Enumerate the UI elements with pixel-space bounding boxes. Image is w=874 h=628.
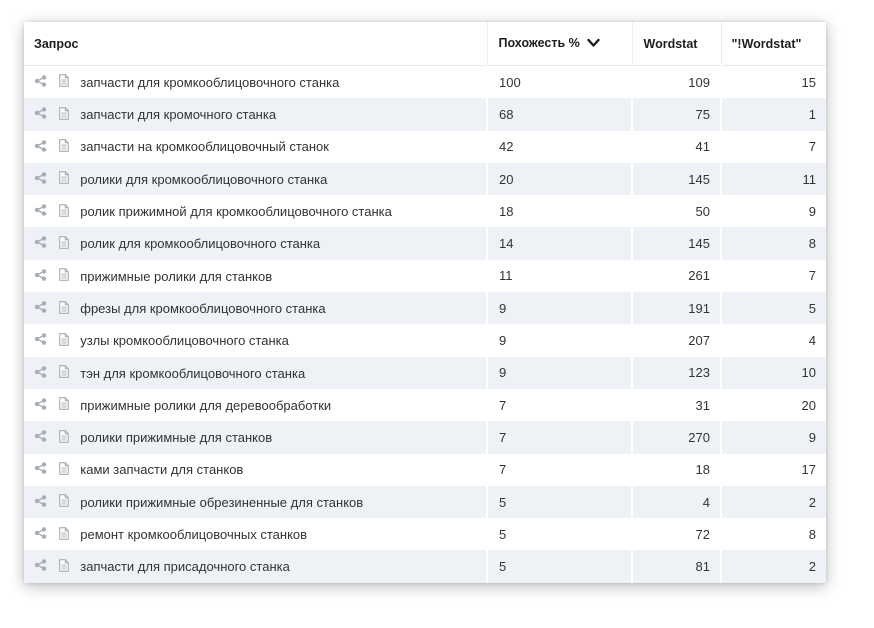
share-icon[interactable]	[34, 333, 47, 348]
wordstat-cell: 145	[632, 163, 721, 195]
column-header-similarity[interactable]	[487, 22, 632, 66]
query-text[interactable]: ремонт кромкооблицовочных станков	[80, 527, 308, 543]
query-cell	[24, 98, 487, 130]
exact-wordstat-cell: 11	[721, 163, 826, 195]
column-header-query[interactable]	[24, 22, 487, 66]
similarity-cell: 68	[487, 98, 632, 130]
share-icon[interactable]	[34, 398, 47, 413]
exact-wordstat-cell: 5	[721, 292, 826, 324]
document-icon[interactable]	[59, 74, 69, 90]
query-cell	[24, 421, 487, 453]
query-text[interactable]: ролики для кромкооблицовочного станка	[80, 171, 328, 187]
exact-wordstat-cell: 9	[721, 421, 826, 453]
exact-wordstat-cell: 15	[721, 66, 826, 99]
document-icon[interactable]	[59, 107, 69, 123]
exact-wordstat-cell: 7	[721, 260, 826, 292]
document-icon[interactable]	[59, 333, 69, 349]
exact-wordstat-cell: 17	[721, 454, 826, 486]
share-icon[interactable]	[34, 559, 47, 574]
share-icon[interactable]	[34, 140, 47, 155]
query-text[interactable]: запчасти на кромкооблицовочный станок	[80, 139, 329, 155]
query-text[interactable]: запчасти для кромочного станка	[80, 107, 277, 123]
column-header-exact-wordstat-label: "!Wordstat"	[731, 36, 802, 51]
wordstat-cell: 207	[632, 324, 721, 356]
document-icon[interactable]	[59, 527, 69, 543]
wordstat-cell: 261	[632, 260, 721, 292]
query-text[interactable]: прижимные ролики для деревообработки	[80, 397, 332, 413]
exact-wordstat-cell: 1	[721, 98, 826, 130]
wordstat-cell: 75	[632, 98, 721, 130]
query-cell	[24, 486, 487, 518]
table-row	[24, 163, 826, 195]
query-cell	[24, 292, 487, 324]
document-icon[interactable]	[59, 171, 69, 187]
wordstat-cell: 72	[632, 518, 721, 550]
share-icon[interactable]	[34, 204, 47, 219]
exact-wordstat-cell: 4	[721, 324, 826, 356]
document-icon[interactable]	[59, 559, 69, 575]
wordstat-cell: 4	[632, 486, 721, 518]
table-row	[24, 389, 826, 421]
exact-wordstat-cell: 7	[721, 131, 826, 163]
query-cell	[24, 131, 487, 163]
query-cell	[24, 518, 487, 550]
wordstat-cell: 191	[632, 292, 721, 324]
table-header-row	[24, 22, 826, 66]
exact-wordstat-cell: 10	[721, 357, 826, 389]
table-row	[24, 292, 826, 324]
wordstat-cell: 18	[632, 454, 721, 486]
query-cell	[24, 357, 487, 389]
wordstat-cell: 145	[632, 227, 721, 259]
query-cell	[24, 227, 487, 259]
wordstat-cell: 123	[632, 357, 721, 389]
similarity-cell: 18	[487, 195, 632, 227]
share-icon[interactable]	[34, 269, 47, 284]
query-text[interactable]: ролики прижимные обрезиненные для станков	[80, 494, 364, 510]
share-icon[interactable]	[34, 495, 47, 510]
query-cell	[24, 163, 487, 195]
query-text[interactable]: ками запчасти для станков	[80, 462, 244, 478]
table-row	[24, 357, 826, 389]
similarity-cell: 11	[487, 260, 632, 292]
table-row	[24, 66, 826, 99]
query-text[interactable]: запчасти для присадочного станка	[80, 559, 290, 575]
column-header-exact-wordstat[interactable]	[721, 22, 826, 66]
wordstat-cell: 31	[632, 389, 721, 421]
document-icon[interactable]	[59, 268, 69, 284]
document-icon[interactable]	[59, 236, 69, 252]
exact-wordstat-cell: 9	[721, 195, 826, 227]
wordstat-cell: 109	[632, 66, 721, 99]
similarity-cell: 9	[487, 324, 632, 356]
query-cell	[24, 389, 487, 421]
table-row	[24, 454, 826, 486]
query-cell	[24, 66, 487, 99]
column-header-wordstat-label: Wordstat	[643, 36, 698, 51]
similarity-cell: 7	[487, 454, 632, 486]
query-text[interactable]: запчасти для кромкооблицовочного станка	[80, 74, 340, 90]
exact-wordstat-cell: 2	[721, 486, 826, 518]
exact-wordstat-cell: 8	[721, 227, 826, 259]
table-row	[24, 324, 826, 356]
share-icon[interactable]	[34, 172, 47, 187]
keyword-table	[24, 22, 826, 583]
wordstat-cell: 270	[632, 421, 721, 453]
query-cell	[24, 260, 487, 292]
share-icon[interactable]	[34, 527, 47, 542]
table-body	[24, 66, 826, 583]
document-icon[interactable]	[59, 494, 69, 510]
document-icon[interactable]	[59, 204, 69, 220]
table-row	[24, 260, 826, 292]
keyword-table-card	[24, 22, 826, 583]
similarity-cell: 5	[487, 486, 632, 518]
table-row	[24, 195, 826, 227]
similarity-cell: 5	[487, 550, 632, 582]
query-cell	[24, 324, 487, 356]
table-row	[24, 227, 826, 259]
wordstat-cell: 50	[632, 195, 721, 227]
similarity-cell: 14	[487, 227, 632, 259]
document-icon[interactable]	[59, 430, 69, 446]
similarity-cell: 7	[487, 421, 632, 453]
similarity-cell: 9	[487, 357, 632, 389]
table-row	[24, 486, 826, 518]
column-header-wordstat[interactable]	[632, 22, 721, 66]
query-text[interactable]: прижимные ролики для станков	[80, 268, 273, 284]
column-header-query-label: Запрос	[34, 36, 79, 51]
share-icon[interactable]	[34, 301, 47, 316]
query-text[interactable]: фрезы для кромкооблицовочного станка	[80, 301, 326, 316]
share-icon[interactable]	[34, 462, 47, 477]
query-text[interactable]: тэн для кромкооблицовочного станка	[80, 365, 306, 381]
exact-wordstat-cell: 2	[721, 550, 826, 582]
table-row	[24, 550, 826, 582]
exact-wordstat-cell: 8	[721, 518, 826, 550]
share-icon[interactable]	[34, 107, 47, 122]
query-text[interactable]: узлы кромкооблицовочного станка	[80, 333, 289, 349]
similarity-cell: 7	[487, 389, 632, 421]
similarity-cell: 20	[487, 163, 632, 195]
share-icon[interactable]	[34, 366, 47, 381]
exact-wordstat-cell: 20	[721, 389, 826, 421]
query-cell	[24, 195, 487, 227]
table-row	[24, 421, 826, 453]
similarity-cell: 9	[487, 292, 632, 324]
document-icon[interactable]	[59, 462, 69, 478]
wordstat-cell: 81	[632, 550, 721, 582]
document-icon[interactable]	[59, 365, 69, 381]
table-row	[24, 518, 826, 550]
share-icon[interactable]	[34, 75, 47, 90]
document-icon[interactable]	[59, 397, 69, 413]
similarity-cell: 42	[487, 131, 632, 163]
query-text[interactable]: ролик прижимной для кромкооблицовочного станка	[80, 204, 392, 220]
column-header-similarity-label: Похожесть %	[498, 36, 580, 50]
query-cell	[24, 550, 487, 582]
share-icon[interactable]	[34, 430, 47, 445]
query-text[interactable]: ролики прижимные для станков	[80, 430, 273, 446]
table-row	[24, 98, 826, 130]
wordstat-cell: 41	[632, 131, 721, 163]
similarity-cell: 5	[487, 518, 632, 550]
query-cell	[24, 454, 487, 486]
similarity-cell: 100	[487, 66, 632, 99]
chevron-down-icon[interactable]	[587, 37, 600, 51]
document-icon[interactable]	[59, 139, 69, 155]
document-icon[interactable]	[59, 301, 69, 317]
share-icon[interactable]	[34, 236, 47, 251]
table-row	[24, 131, 826, 163]
query-text[interactable]: ролик для кромкооблицовочного станка	[80, 236, 321, 252]
